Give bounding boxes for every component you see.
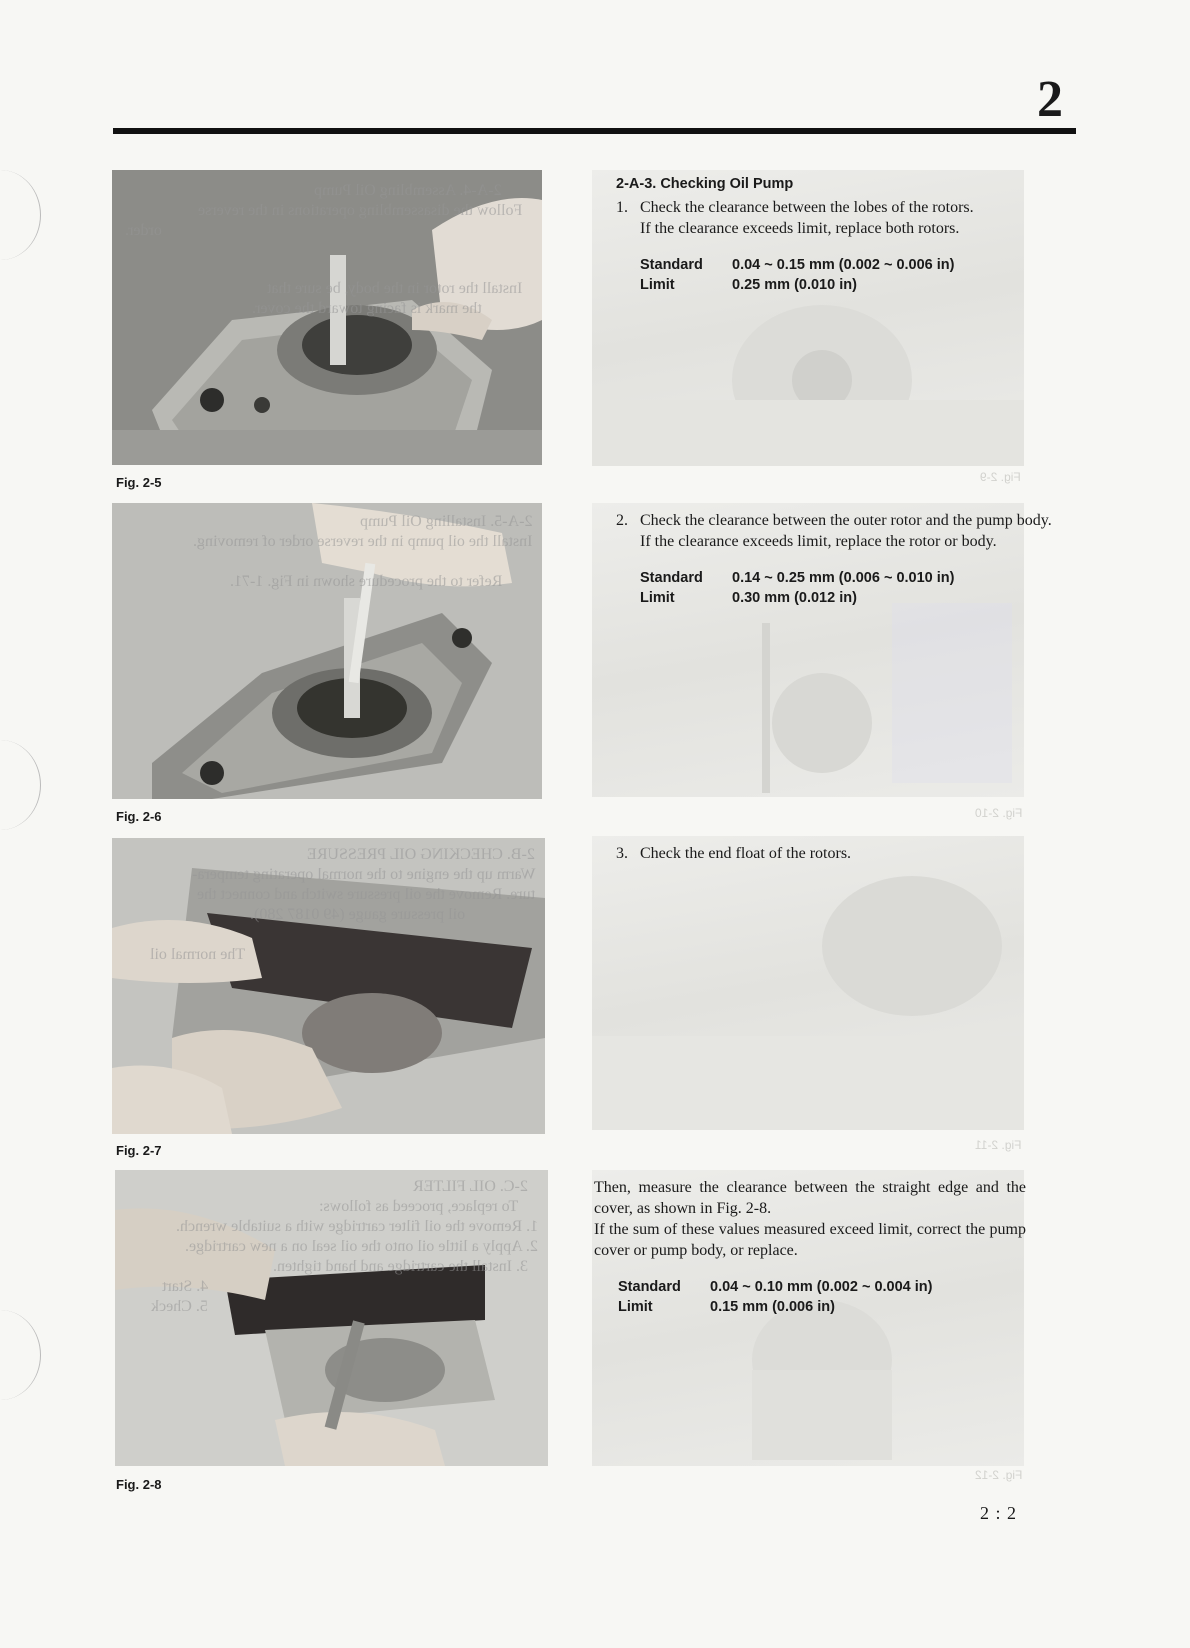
punch-hole	[0, 740, 41, 830]
ghost-text-line: 2-C. OIL FILTER	[413, 1178, 528, 1195]
step-3-block	[616, 843, 1076, 864]
ghost-caption: Fig. 2-9	[980, 470, 1021, 484]
spec-label: Limit	[640, 277, 675, 293]
step-number: 2.	[616, 512, 628, 529]
step-text: If the clearance exceeds limit, replace both rotors.	[640, 220, 960, 237]
ghost-text-line: 1. Remove the oil filter cartridge with a suitable wrench.	[175, 1218, 538, 1235]
ghost-text-line: 2-A-4. Assembling Oil Pump	[314, 182, 502, 199]
chapter-number: 2	[1037, 71, 1063, 128]
punch-hole	[0, 1310, 41, 1400]
spec-value: 0.04 ~ 0.15 mm (0.002 ~ 0.006 in)	[732, 257, 955, 273]
ghost-text-line: ture. Remove the oil pressure switch and connect the	[196, 886, 535, 903]
ghost-text-line: Follow the disassembling operations in the reverse	[197, 202, 522, 219]
photo-fig-2-8	[115, 1170, 548, 1466]
ghost-caption: Fig. 2-11	[975, 1138, 1022, 1152]
ghost-text-line: 3. Install the cartridge and hand tighten.	[272, 1258, 528, 1275]
spec-value: 0.04 ~ 0.10 mm (0.002 ~ 0.004 in)	[710, 1279, 933, 1295]
step-text: If the clearance exceeds limit, replace the rotor or body.	[640, 533, 997, 550]
spec-label: Standard	[618, 1279, 681, 1295]
figure-caption: Fig. 2-6	[116, 809, 162, 824]
spec-label: Limit	[618, 1299, 653, 1315]
spec-row-standard	[618, 1277, 1026, 1297]
photo-fig-2-6	[112, 503, 542, 799]
header-rule	[113, 128, 1076, 134]
step-text: Check the end float of the rotors.	[640, 845, 852, 862]
ghost-text-line: To replace, proceed as follows:	[318, 1198, 518, 1215]
ghost-caption: Fig. 2-12	[975, 1468, 1023, 1482]
spec-row-standard	[640, 568, 1076, 588]
spec-value: 0.14 ~ 0.25 mm (0.006 ~ 0.010 in)	[732, 570, 955, 586]
section-checking-oil-pump	[616, 174, 1076, 295]
spec-label: Limit	[640, 590, 675, 606]
faded-photo-fig-2-11	[592, 836, 1024, 1130]
spec-label: Standard	[640, 570, 703, 586]
spec-table	[618, 1277, 1026, 1317]
spec-value: 0.15 mm (0.006 in)	[710, 1299, 835, 1315]
followup-text: If the sum of these values measured exceed limit, correct the pump cover or pump body, or replace.	[594, 1221, 1026, 1259]
spec-table	[640, 255, 1076, 295]
ghost-text-line: The normal oil	[149, 946, 245, 963]
ghost-text-line: 2. Apply a little oil onto the oil seal on a new cartridge.	[185, 1238, 538, 1255]
spec-value: 0.30 mm (0.012 in)	[732, 590, 857, 606]
step-text: Check the clearance between the lobes of the rotors.	[640, 199, 974, 216]
spec-row-limit	[640, 588, 1076, 608]
spec-value: 0.25 mm (0.010 in)	[732, 277, 857, 293]
ghost-text-line: the mark is facing toward the cover.	[252, 300, 482, 317]
ghost-text-line: Install the oil pump in the reverse order of removing.	[192, 533, 532, 550]
page-number: 2 : 2	[980, 1503, 1018, 1523]
step-number: 3.	[616, 845, 628, 862]
step-1	[616, 197, 1076, 239]
step-number: 1.	[616, 199, 628, 216]
section-title: 2-A-3. Checking Oil Pump	[616, 176, 794, 192]
spec-label: Standard	[640, 257, 703, 273]
figure-caption: Fig. 2-5	[116, 475, 162, 490]
punch-hole	[0, 170, 41, 260]
ghost-text-line: Install the rotor in the body, be sure that	[266, 280, 522, 297]
step-2-block	[616, 510, 1076, 608]
ghost-text-line: 4. Start	[161, 1278, 208, 1295]
ghost-text-line: 2-A-5. Installing Oil Pump	[359, 513, 532, 530]
ghost-text-line: 5. Check	[151, 1298, 208, 1315]
followup-text: Then, measure the clearance between the straight edge and the cover, as shown in Fig. 2-8.	[594, 1179, 1026, 1217]
figure-caption: Fig. 2-7	[116, 1143, 162, 1158]
photo-fig-2-5	[112, 170, 542, 465]
ghost-text-line: oil pressure gauge (49 0187 280).	[249, 906, 465, 923]
step-text: Check the clearance between the outer rotor and the pump body.	[640, 512, 1052, 529]
spec-row-limit	[618, 1297, 1026, 1317]
ghost-text-line: Warm up the engine to the normal operating tempera-	[191, 866, 535, 883]
spec-row-standard	[640, 255, 1076, 275]
ghost-text-line: 2-B. CHECKING OIL PRESSURE	[307, 846, 535, 863]
ghost-caption: Fig. 2-10	[975, 806, 1023, 820]
figure-caption: Fig. 2-8	[116, 1477, 162, 1492]
step-2	[616, 510, 1076, 552]
ghost-text-line: Refer to the procedure shown in Fig. 1-71.	[229, 573, 502, 590]
step-3	[616, 843, 1076, 864]
ghost-text-line: order.	[125, 222, 162, 239]
photo-fig-2-7	[112, 838, 545, 1134]
spec-row-limit	[640, 275, 1076, 295]
spec-table	[640, 568, 1076, 608]
followup-block	[594, 1177, 1026, 1317]
